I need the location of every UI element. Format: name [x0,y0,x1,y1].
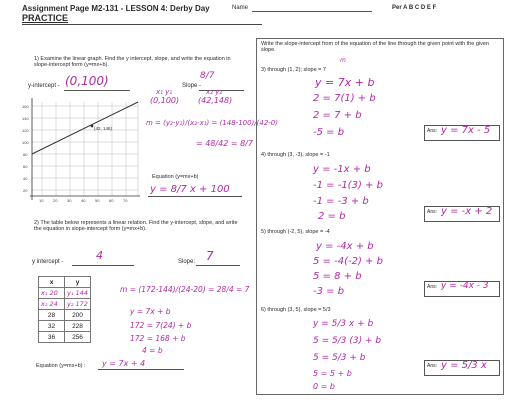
q1-point-2: (42,148) [198,96,233,105]
q1-work-labels: x₁ y₁ [156,88,173,96]
p5-work-line: -3 = b [313,286,345,297]
graph-line [32,102,138,154]
y-tick: 60 [23,164,28,169]
graph-point-label: (42, 148) [94,126,113,131]
y-tick: 40 [23,176,28,181]
q1-slope-answer: 8/7 [200,71,215,81]
p3-work-line: 2 = 7 + b [313,110,362,121]
q1-yint-label: y-intercept - [28,83,60,89]
graph-grid [32,102,138,196]
table-row: x₁ 20 y₁ 144 [39,288,91,299]
problem-5-text: 5) through (-2, 5), slope = -4 [261,229,330,235]
p4-work-line: 2 = b [318,211,346,222]
q2-yint-label: y intercept - [32,259,64,265]
right-instructions: Write the slope-intercept from of the equation of the line through the given point with the given slope. [261,41,489,54]
p4-work-line: y = -1x + b [313,164,371,175]
p4-answer: y = -x + 2 [441,206,493,217]
q1-slope-result: = 48/42 = 8/7 [196,139,253,148]
p3-work-line: 2 = 7(1) + b [313,93,376,104]
p3-work-line: m [340,57,346,64]
q1-slope-formula: m = (y₂-y₁)/(x₂-x₁) = (148-100)/(42-0) [146,119,278,127]
table-header-y: y [65,277,91,288]
p5-answer: y = -4x - 3 [441,281,489,291]
table-header-x: x [39,277,65,288]
x-tick: 70 [123,198,128,203]
q2-yint-line [72,265,134,266]
p6-work-line: 0 = b [313,382,335,391]
q1-equation-label: Equation (y=mx+b) [152,174,199,180]
q2-slope-answer: 7 [206,249,214,263]
x-tick: 20 [53,198,58,203]
p5-work-line: 5 = -4(-2) + b [313,256,383,267]
y-tick: 160 [22,104,29,109]
linear-graph [22,96,142,208]
p5-work-line: y = -4x + b [316,241,374,252]
q1-yint-line [64,90,130,91]
q2-work-line: y = 7x + b [130,307,171,316]
q2-slope-label: Slope: [178,259,196,265]
x-tick: 30 [67,198,72,203]
q2-equation-answer: y = 7x + 4 [102,359,146,368]
name-label: Name [232,5,249,11]
p5-work-line: 5 = 8 + b [313,271,362,282]
p6-work-line: 5 = 5/3 (3) + b [313,336,382,346]
p5-ans-label: Ans: [427,284,438,290]
q2-yint-answer: 4 [96,249,103,262]
q1-equation-line [148,196,242,197]
y-tick: 140 [22,116,29,121]
question-1-text: 1) Examine the linear graph. Find the y intercept, slope, and write the equation in slope-intercept form (y=mx+b). [34,56,231,69]
q1-yint-answer: (0,100) [65,74,109,88]
p6-work-line: 5 = 5 + b [313,369,352,378]
x-tick: 60 [109,198,114,203]
p4-ans-label: Ans: [427,209,438,215]
y-tick: 80 [23,152,28,157]
q1-equation-answer: y = 8/7 x + 100 [150,184,230,195]
problem-4-text: 4) through (3, -3), slope = -1 [261,152,330,158]
q1-point-1: (0,100) [150,96,180,105]
y-tick: 120 [22,128,29,133]
q1-work-labels: x₂ y₂ [206,88,223,96]
practice-heading: PRACTICE [22,13,69,23]
x-tick: 50 [95,198,100,203]
p3-work-line: -5 = b [313,127,345,138]
p4-work-line: -1 = -1(3) + b [313,180,383,191]
table-row: 32 228 [39,321,91,332]
table-row: 36 256 [39,332,91,343]
x-tick: 40 [81,198,86,203]
name-line[interactable] [252,11,372,12]
q2-work-line: m = (172-144)/(24-20) = 28/4 = 7 [120,285,250,294]
p3-work-line: y = 7x + b [315,76,375,89]
q1-slope-label: Slope - [182,83,202,89]
table-row: 28 200 [39,310,91,321]
p6-ans-label: Ans: [427,363,438,369]
y-tick: 20 [23,188,28,193]
p6-work-line: y = 5/3 x + b [313,319,374,329]
p6-work-line: 5 = 5/3 + b [313,353,366,363]
period-label: Per A B C D E F [392,5,437,11]
y-tick: 100 [22,140,29,145]
x-tick: 10 [39,198,44,203]
q2-equation-label: Equation (y=mx+b) : [36,363,86,369]
q2-work-line: 172 = 168 + b [130,334,186,343]
problem-3-text: 3) through (1, 2); slope = 7 [261,67,326,73]
p6-answer: y = 5/3 x [441,360,487,371]
p3-ans-label: Ans: [427,128,438,134]
q2-equation-line [98,369,184,370]
problem-6-text: 6) through (3, 5), slope = 5/3 [261,307,331,313]
table-row: x₂ 24 y₂ 172 [39,299,91,310]
header-divider [22,24,262,25]
p4-work-line: -1 = -3 + b [313,196,369,207]
question-2-text: 2) The table below represents a linear relation. Find the y-intercept, slope, and write the equation in slope-intercept form (y=mx+b). [34,220,238,233]
assignment-title: Assignment Page M2-131 - LESSON 4: Derby Day [22,4,210,13]
p3-answer: y = 7x - 5 [441,125,491,136]
graph-point [91,125,94,128]
q2-work-line: 172 = 7(24) + b [130,321,192,330]
q2-slope-line [196,265,240,266]
q2-work-line: 4 = b [142,346,163,355]
q2-data-table [38,276,91,343]
